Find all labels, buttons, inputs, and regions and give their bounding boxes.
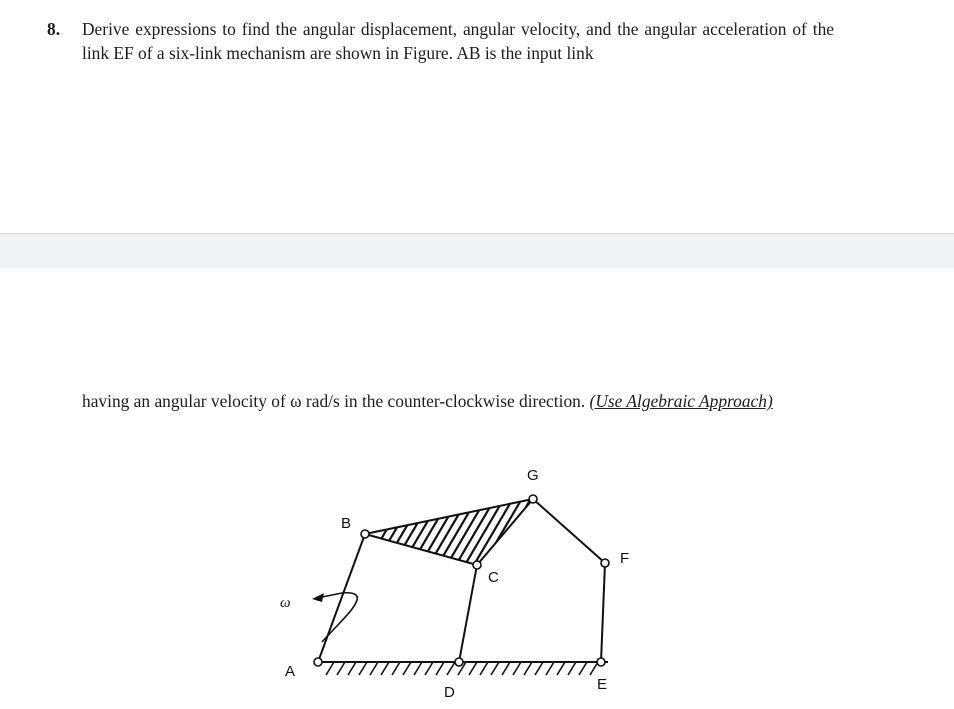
joint-a — [314, 658, 322, 666]
joint-e — [597, 658, 605, 666]
approach-hint: (Use Algebraic Approach) — [589, 391, 773, 411]
joint-b — [361, 530, 369, 538]
joint-g — [529, 495, 537, 503]
link-cd — [459, 565, 477, 662]
ground-hatch-line — [392, 662, 400, 675]
ground-hatch-line — [524, 662, 532, 675]
question-text-part1: Derive expressions to find the angular displacement, angular velocity, and the angular acceleration of the link EF of a six-link mechanism are shown in Figure. AB is the input link — [82, 19, 834, 63]
link-ef — [601, 563, 605, 662]
joint-c — [473, 561, 481, 569]
ground-hatch-line — [568, 662, 576, 675]
label-b: B — [341, 515, 352, 532]
question-number: 8. — [47, 19, 61, 39]
ground-hatch-line — [535, 662, 543, 675]
ground-hatch-line — [370, 662, 378, 675]
ternary-hatch-line — [549, 490, 599, 575]
label-f: F — [620, 550, 630, 567]
ternary-hatch-line — [540, 490, 590, 575]
joint-d — [455, 658, 463, 666]
label-e: E — [597, 676, 608, 693]
ground-hatch-line — [557, 662, 565, 675]
ground-hatch-line — [546, 662, 554, 675]
ground-hatch-line — [491, 662, 499, 675]
ground-hatch-line — [359, 662, 367, 675]
omega-arrowhead — [312, 593, 324, 602]
ground-hatch-line — [403, 662, 411, 675]
ground-hatch-line — [425, 662, 433, 675]
ground-hatch-line — [348, 662, 356, 675]
label-omega: ω — [280, 595, 291, 611]
label-a: A — [285, 663, 296, 680]
ground-hatch-line — [436, 662, 444, 675]
ground-hatch-line — [513, 662, 521, 675]
label-c: C — [488, 569, 499, 586]
question-text-part2-main: having an angular velocity of ω rad/s in the counter-clockwise direction. — [82, 391, 586, 411]
ground-hatch-line — [502, 662, 510, 675]
ground-hatch-line — [480, 662, 488, 675]
ground-hatch-line — [579, 662, 587, 675]
ground-hatch-line — [414, 662, 422, 675]
ground-hatch-line — [381, 662, 389, 675]
label-d: D — [444, 684, 455, 701]
label-g: G — [527, 467, 539, 484]
ground-hatch-line — [337, 662, 345, 675]
ground-hatch-line — [326, 662, 334, 675]
joint-f — [601, 559, 609, 567]
ground-hatch-line — [447, 662, 455, 675]
ground-hatch-line — [469, 662, 477, 675]
link-gf — [533, 499, 605, 563]
